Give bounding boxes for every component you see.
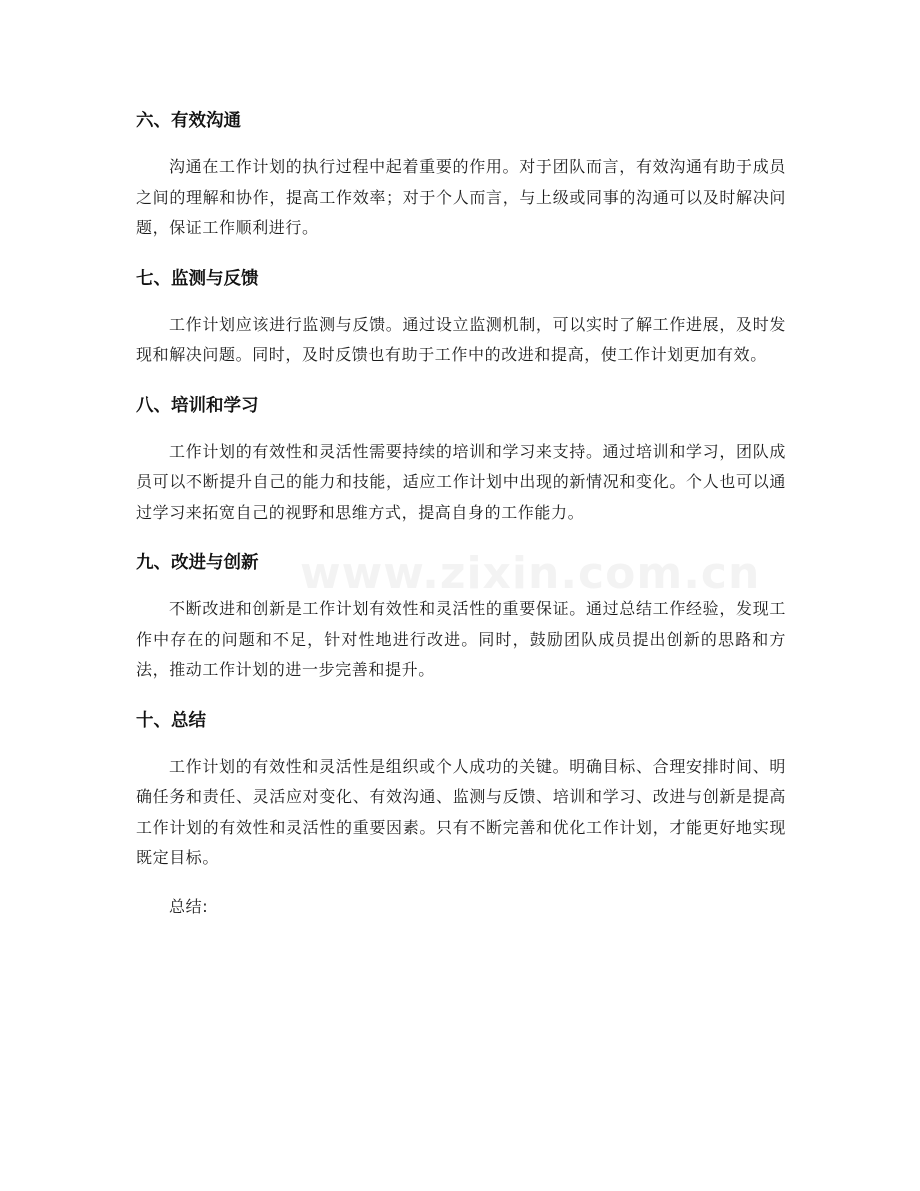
section-summary bbox=[136, 704, 786, 874]
document-body bbox=[136, 104, 786, 922]
section-paragraph: 工作计划的有效性和灵活性需要持续的培训和学习来支持。通过培训和学习，团队成员可以不断提升自己的能力和技能，适应工作计划中出现的新情况和变化。个人也可以通过学习来拓宽自己的视野和思维方式，提高自身的工作能力。 bbox=[136, 441, 786, 522]
watermark: www.zixin.com.cn bbox=[300, 548, 761, 599]
section-paragraph: 沟通在工作计划的执行过程中起着重要的作用。对于团队而言，有效沟通有助于成员之间的理解和协作，提高工作效率；对于个人而言，与上级或同事的沟通可以及时解决问题，保证工作顺利进行。 bbox=[136, 157, 786, 237]
section-improvement-innovation bbox=[136, 546, 786, 686]
section-heading: 九、改进与创新 bbox=[136, 553, 259, 573]
section-heading: 七、监测与反馈 bbox=[136, 268, 259, 289]
section-heading: 八、培训和学习 bbox=[136, 395, 259, 416]
section-training-learning bbox=[136, 389, 786, 529]
section-effective-communication bbox=[136, 104, 786, 244]
closing-label: 总结: bbox=[169, 896, 209, 916]
section-paragraph: 不断改进和创新是工作计划有效性和灵活性的重要保证。通过总结工作经验，发现工作中存在的问题和不足，针对性地进行改进。同时，鼓励团队成员提出创新的思路和方法，推动工作计划的进一步完善和提升。 bbox=[136, 599, 786, 679]
section-paragraph: 工作计划应该进行监测与反馈。通过设立监测机制，可以实时了解工作进展，及时发现和解决问题。同时，及时反馈也有助于工作中的改进和提高，使工作计划更加有效。 bbox=[136, 314, 786, 364]
section-monitoring-feedback bbox=[136, 262, 786, 371]
section-heading: 六、有效沟通 bbox=[136, 111, 241, 131]
section-paragraph: 工作计划的有效性和灵活性是组织或个人成功的关键。明确目标、合理安排时间、明确任务和责任、灵活应对变化、有效沟通、监测与反馈、培训和学习、改进与创新是提高工作计划的有效性和灵活性的重要因素。只有不断完善和优化工作计划，才能更好地实现既定目标。 bbox=[136, 756, 786, 867]
section-heading: 十、总结 bbox=[136, 710, 206, 731]
